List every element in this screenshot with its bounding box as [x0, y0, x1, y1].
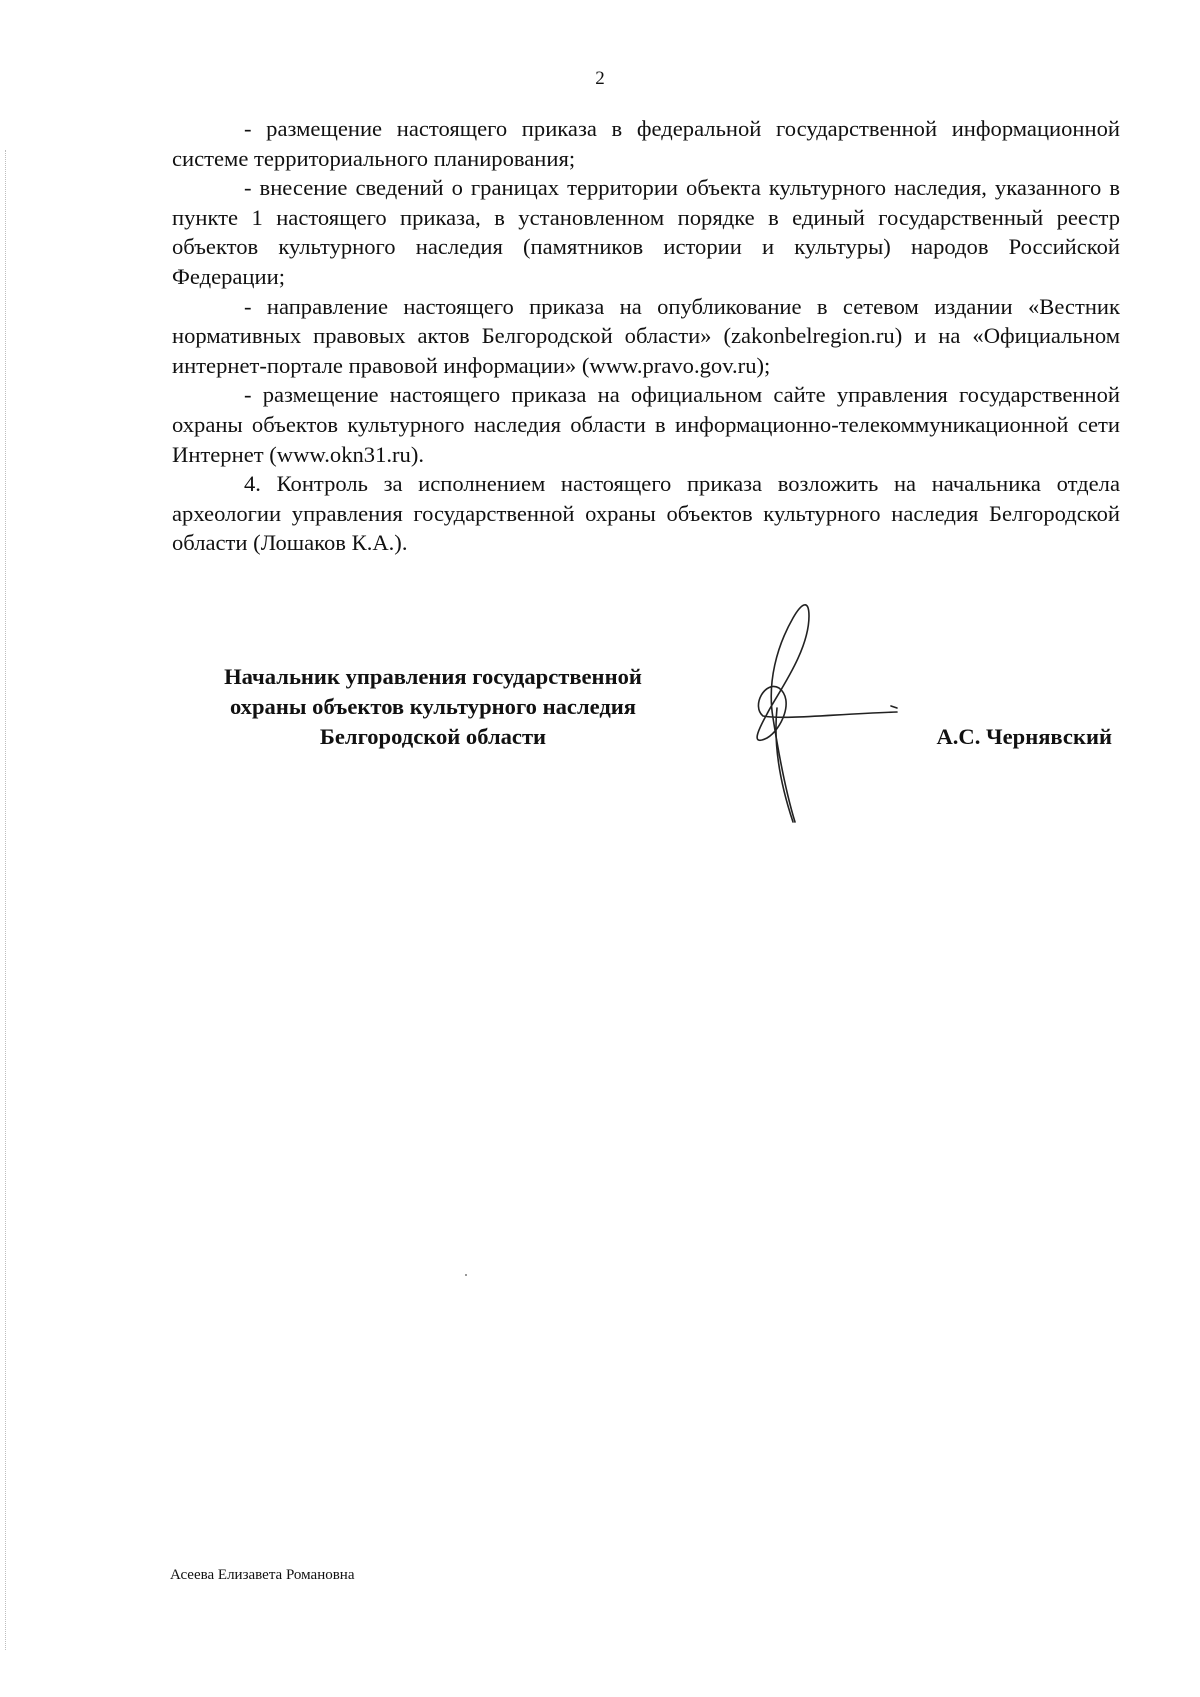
handwritten-signature: [715, 596, 915, 826]
paragraph-website-placement: - размещение настоящего приказа на официальном сайте управления государственной охраны объектов культурного наследия области в информационно-телекоммуникационной сети Интернет (www.okn31.ru).: [172, 382, 1120, 467]
signatory-position-line: Белгородской области: [319, 724, 547, 749]
scan-margin-marks: [5, 150, 6, 1650]
signatory-position-line: охраны объектов культурного наследия: [229, 694, 637, 719]
paragraph-registry-entry: - внесение сведений о границах территории объекта культурного наследия, указанного в пункте 1 настоящего приказа, в установленном порядке в единый государственный реестр объектов культурного наследия (памятников истории и культуры) народов Российской Федерации;: [172, 175, 1120, 289]
paragraph-publication: - направление настоящего приказа на опубликование в сетевом издании «Вестник нормативных правовых актов Белгородской области» (zakonbelregion.ru) и на «Официальном интернет-портале правовой информации» (www.pravo.gov.ru);: [172, 293, 1120, 378]
paragraph-control-clause: 4. Контроль за исполнением настоящего приказа возложить на начальника отдела археологии управления государственной охраны объектов культурного наследия Белгородской области (Лошаков К.А.).: [172, 471, 1120, 556]
paragraph-gis-placement: - размещение настоящего приказа в федеральной государственной информационной системе территориального планирования;: [172, 116, 1120, 171]
signatory-position: [168, 662, 698, 752]
signatory-name: А.С. Чернявский: [936, 724, 1112, 749]
document-body: [172, 114, 1120, 558]
page-number: 2: [595, 68, 605, 89]
scan-speck: [465, 1274, 467, 1276]
signatory-position-line: Начальник управления государственной: [224, 664, 642, 689]
executor-name: Асеева Елизавета Романовна: [170, 1567, 355, 1583]
